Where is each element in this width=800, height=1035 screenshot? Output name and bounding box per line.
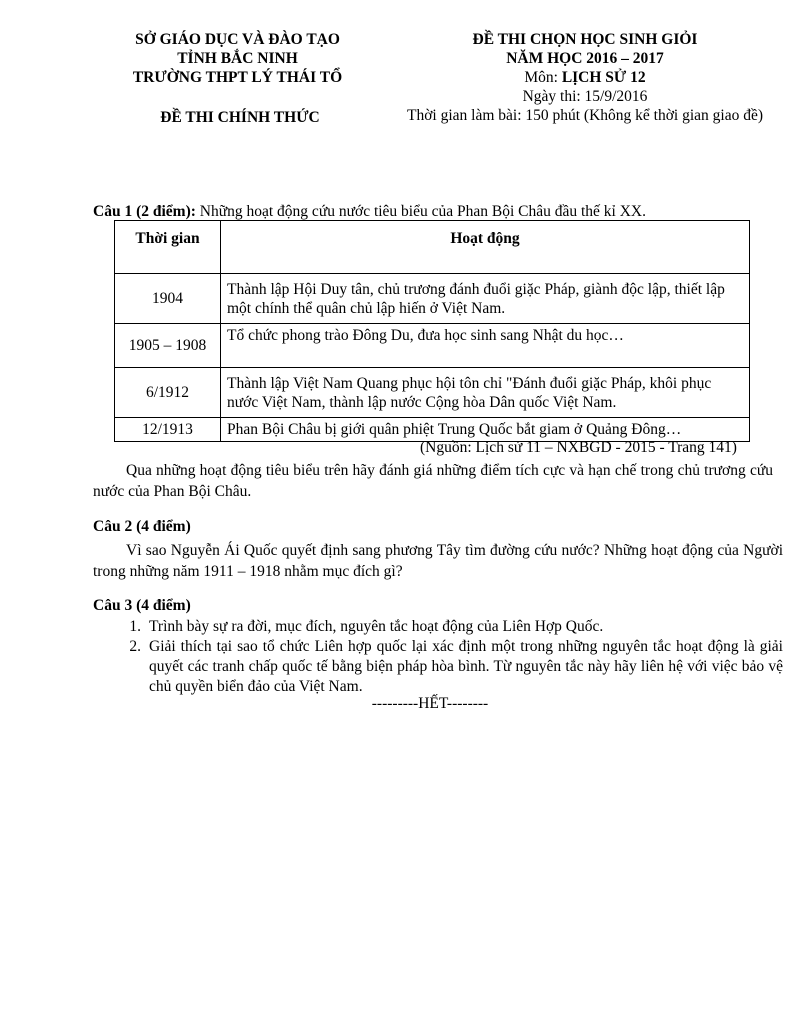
subject-line: [385, 68, 785, 87]
col-header-time: Thời gian: [115, 221, 221, 274]
list-item: [93, 637, 783, 697]
cell-activity: Thành lập Hội Duy tân, chủ trương đánh đuổi giặc Pháp, giành độc lập, thiết lập một chính thể quân chủ lập hiến ở Việt Nam.: [221, 274, 750, 324]
table-row: [115, 418, 750, 442]
issuer-school: TRƯỜNG THPT LÝ THÁI TỔ: [132, 69, 343, 86]
subject-name: LỊCH SỬ 12: [561, 69, 646, 86]
school-year: NĂM HỌC 2016 – 2017: [506, 50, 664, 67]
col-header-activity: Hoạt động: [221, 221, 750, 274]
question-2-label: Câu 2 (4 điểm): [93, 518, 191, 535]
cell-time: 6/1912: [115, 368, 221, 418]
question-2-text: Vì sao Nguyễn Ái Quốc quyết định sang phương Tây tìm đường cứu nước? Những hoạt động của Người trong những năm 1911 – 1918 nhằm mục đích gì?: [93, 542, 783, 580]
question-1-text: Những hoạt động cứu nước tiêu biểu của Phan Bội Châu đầu thế kỉ XX.: [195, 203, 647, 220]
end-marker: ---------HẾT--------: [371, 695, 489, 712]
table-source: (Nguồn: Lịch sử 11 – NXBGD - 2015 - Trang 141): [420, 439, 737, 456]
list-item-number: 2.: [129, 638, 141, 655]
official-exam-label: ĐỀ THI CHÍNH THỨC: [160, 109, 320, 126]
cell-time: 12/1913: [115, 418, 221, 442]
subject-label: Môn:: [524, 69, 562, 86]
exam-date: Ngày thi: 15/9/2016: [522, 88, 648, 105]
question-3-label: Câu 3 (4 điểm): [93, 597, 191, 614]
list-item: [93, 617, 783, 637]
exam-info-block: [385, 30, 785, 125]
table-header-row: [115, 221, 750, 274]
question-1-prompt: [93, 460, 773, 502]
activities-table: [114, 220, 750, 442]
cell-activity: Thành lập Việt Nam Quang phục hội tôn chỉ "Đánh đuổi giặc Pháp, khôi phục nước Việt Nam, thành lập nước Cộng hòa Dân quốc Việt Nam.: [221, 368, 750, 418]
list-item-number: 1.: [129, 618, 141, 635]
exam-title: ĐỀ THI CHỌN HỌC SINH GIỎI: [472, 31, 698, 48]
issuer-province: TỈNH BẮC NINH: [177, 50, 298, 67]
cell-activity: Tổ chức phong trào Đông Du, đưa học sinh sang Nhật du học…: [221, 324, 750, 368]
question-3-list: [93, 617, 783, 697]
issuer-department: SỞ GIÁO DỤC VÀ ĐÀO TẠO: [135, 31, 340, 48]
cell-time: 1905 – 1908: [115, 324, 221, 368]
cell-activity: Phan Bội Châu bị giới quân phiệt Trung Quốc bắt giam ở Quảng Đông…: [221, 418, 750, 442]
table-row: [115, 368, 750, 418]
exam-duration: Thời gian làm bài: 150 phút (Không kể thời gian giao đề): [406, 107, 764, 124]
table-row: [115, 324, 750, 368]
question-1-title: [93, 203, 646, 221]
question-2-body: [93, 540, 783, 582]
question-1-label: Câu 1 (2 điểm):: [93, 203, 196, 220]
issuer-block: [105, 30, 370, 87]
list-item-text: Trình bày sự ra đời, mục đích, nguyên tắc hoạt động của Liên Hợp Quốc.: [149, 618, 604, 635]
list-item-text: Giải thích tại sao tổ chức Liên hợp quốc lại xác định một trong những nguyên tắc hoạt động là giải quyết các tranh chấp quốc tế bằng biện pháp hòa bình. Từ nguyên tắc này hãy liên hệ với việc bảo vệ chủ quyền biển đảo của Việt Nam.: [149, 638, 783, 695]
cell-time: 1904: [115, 274, 221, 324]
question-1-prompt-text: Qua những hoạt động tiêu biểu trên hãy đánh giá những điểm tích cực và hạn chế trong chủ trương cứu nước của Phan Bội Châu.: [93, 462, 773, 500]
table-row: [115, 274, 750, 324]
